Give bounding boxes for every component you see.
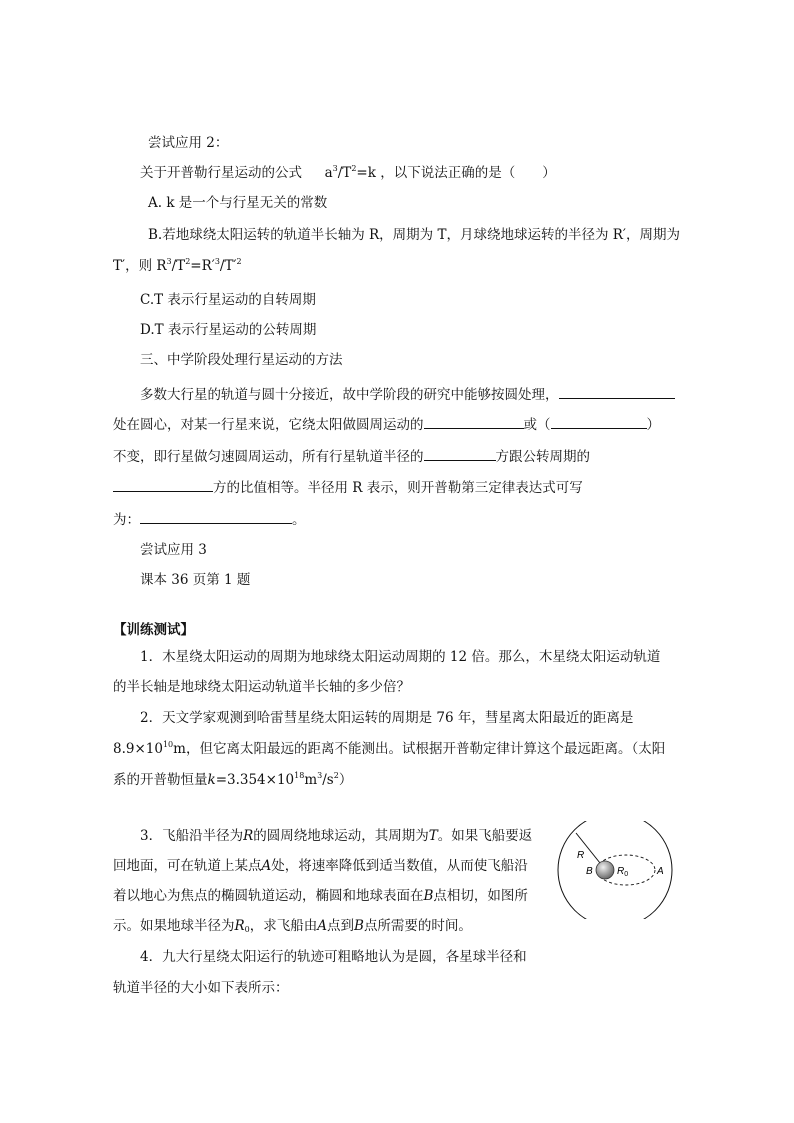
ob-s1: 3 xyxy=(166,257,172,266)
q3l4-b: B xyxy=(354,918,364,934)
q2l3-t1: 系的开普勒恒量 xyxy=(113,772,208,788)
section-three-line2 xyxy=(113,414,660,435)
q2l3-s1: 18 xyxy=(294,771,305,780)
section-three-line1 xyxy=(140,384,675,405)
q3l4-t1: 示。如果地球半径为 xyxy=(113,918,235,934)
q1-line2: 的半长轴是地球绕太阳运动轨道半长轴的多少倍？ xyxy=(113,679,410,695)
ob-t2: /T xyxy=(171,258,186,274)
section-three-heading: 三、中学阶段处理行星运动的方法 xyxy=(140,352,343,368)
section-three-line5 xyxy=(113,509,306,530)
s3-l2-c: ） xyxy=(646,417,660,433)
section-three-line3 xyxy=(113,446,590,467)
formula-sup-2: 2 xyxy=(351,164,357,173)
q3l3-b: B xyxy=(423,888,434,904)
blank-6[interactable] xyxy=(140,509,292,524)
ob-t4: /T′ xyxy=(219,258,237,274)
q2-line2 xyxy=(113,739,665,759)
q3l2-a: A xyxy=(261,858,272,874)
formula-end: =k xyxy=(356,165,376,181)
blank-1[interactable] xyxy=(559,384,675,399)
q3-line2 xyxy=(113,856,528,876)
s3-l3-b: 方跟公转周期的 xyxy=(495,449,590,465)
option-b-line1: B.若地球绕太阳运转的轨道半长轴为 R，周期为 T，月球绕地球运转的半径为 R′，周期为 xyxy=(148,227,680,243)
ob-t3: =R′ xyxy=(190,258,215,274)
q2l3-t2: =3.354×10 xyxy=(215,772,295,788)
formula-a: a xyxy=(324,165,333,181)
q3l3-t2: 点相切，如图所 xyxy=(433,888,528,904)
blank-4[interactable] xyxy=(424,446,496,461)
blank-3[interactable] xyxy=(551,414,647,429)
question-suffix: ，以下说法正确的是（ ） xyxy=(380,165,556,181)
label-r0-main: R xyxy=(617,866,625,877)
q1-line1: 1．木星绕太阳运动的周期为地球绕太阳运动周期的 12 倍。那么，木星绕太阳运动轨道 xyxy=(140,649,661,665)
q2l3-t4: /s xyxy=(322,772,334,788)
s3-l1-text: 多数大行星的轨道与圆十分接近，故中学阶段的研究中能够按圆处理， xyxy=(140,387,559,403)
q2l3-k: k xyxy=(207,772,216,788)
q2-line1: 2．天文学家观测到哈雷彗星绕太阳运转的周期是 76 年，彗星离太阳最近的距离是 xyxy=(140,710,634,726)
question-prefix: 关于开普勒行星运动的公式 xyxy=(140,165,302,181)
earth-circle xyxy=(596,861,614,879)
option-a: A. k 是一个与行星无关的常数 xyxy=(148,195,328,211)
q3l4-r0: R xyxy=(234,918,245,934)
ob-s2: 2 xyxy=(185,257,191,266)
q3l1-r: R xyxy=(243,828,254,844)
q2l3-s3: 2 xyxy=(333,771,339,780)
s3-l5-a: 为： xyxy=(113,512,140,528)
q3l1-t1: 3．飞船沿半径为 xyxy=(140,828,244,844)
q3l4-t2: ，求飞船由 xyxy=(249,918,318,934)
label-r0-sub: 0 xyxy=(624,871,629,878)
label-a: A xyxy=(657,866,664,877)
try2-heading: 尝试应用 2： xyxy=(148,135,229,151)
q3l4-t3: 点到 xyxy=(327,918,355,934)
q3l2-t2: 处，将速率降低到适当数值，从而使飞船沿 xyxy=(271,858,528,874)
q3l4-t4: 点所需要的时间。 xyxy=(363,918,472,934)
q2l3-t5: ） xyxy=(338,772,353,788)
q2-line3 xyxy=(113,770,352,790)
q3-line4 xyxy=(113,916,472,936)
q3l1-t2: 的圆周绕地球运动，其周期为 xyxy=(253,828,429,844)
q3-line3 xyxy=(113,886,528,906)
q4-line2: 轨道半径的大小如下表所示： xyxy=(113,980,289,996)
ob-t1: T′，则 R xyxy=(113,258,167,274)
option-d: D.T 表示行星运动的公转周期 xyxy=(140,322,317,338)
q3l1-t3: 。如果飞船要返 xyxy=(437,828,533,844)
q2l2-t1: 8.9×10 xyxy=(113,741,163,757)
s3-l2-b: 或（ xyxy=(523,417,551,433)
q3l3-t1: 着以地心为焦点的椭圆轨道运动，椭圆和地球表面在 xyxy=(113,888,424,904)
label-r0 xyxy=(617,866,628,878)
ob-s4: 2 xyxy=(236,257,242,266)
q3l2-t1: 回地面，可在轨道上某点 xyxy=(113,858,262,874)
training-heading: 【训练测试】 xyxy=(113,622,194,638)
q2l3-t3: m xyxy=(304,772,318,788)
try3-text: 课本 36 页第 1 题 xyxy=(140,572,251,588)
s3-l2-a: 处在圆心，对某一行星来说，它绕太阳做圆周运动的 xyxy=(113,417,424,433)
s3-l5-b: 。 xyxy=(292,512,306,528)
orbit-figure xyxy=(557,821,677,919)
blank-2[interactable] xyxy=(424,414,524,429)
q3l4-sub0: 0 xyxy=(244,925,250,934)
option-b-line2 xyxy=(113,256,242,276)
formula-mid: /T xyxy=(337,165,352,181)
q3l1-t: T xyxy=(428,828,438,844)
try3-heading: 尝试应用 3 xyxy=(140,542,207,558)
blank-5[interactable] xyxy=(113,477,213,492)
s3-l3-a: 不变，即行星做匀速圆周运动，所有行星轨道半径的 xyxy=(113,449,424,465)
ob-s3: 3 xyxy=(214,257,220,266)
q3-line1 xyxy=(140,826,532,846)
q2l2-t2: m，但它离太阳最远的距离不能测出。试根据开普勒定律计算这个最远距离。（太阳 xyxy=(173,741,666,757)
q3l4-a: A xyxy=(317,918,328,934)
q2l3-s2: 3 xyxy=(317,771,323,780)
formula-sup-3: 3 xyxy=(332,164,338,173)
label-r: R xyxy=(577,850,585,861)
q4-line1: 4．九大行星绕太阳运行的轨迹可粗略地认为是圆，各星球半径和 xyxy=(140,949,527,965)
label-b: B xyxy=(586,866,593,877)
option-c: C.T 表示行星运动的自转周期 xyxy=(140,292,316,308)
q2l2-s1: 10 xyxy=(162,740,174,749)
section-three-line4 xyxy=(113,477,583,498)
try2-question xyxy=(140,163,556,183)
s3-l4: 方的比值相等。半径用 R 表示，则开普勒第三定律表达式可写 xyxy=(213,480,583,496)
